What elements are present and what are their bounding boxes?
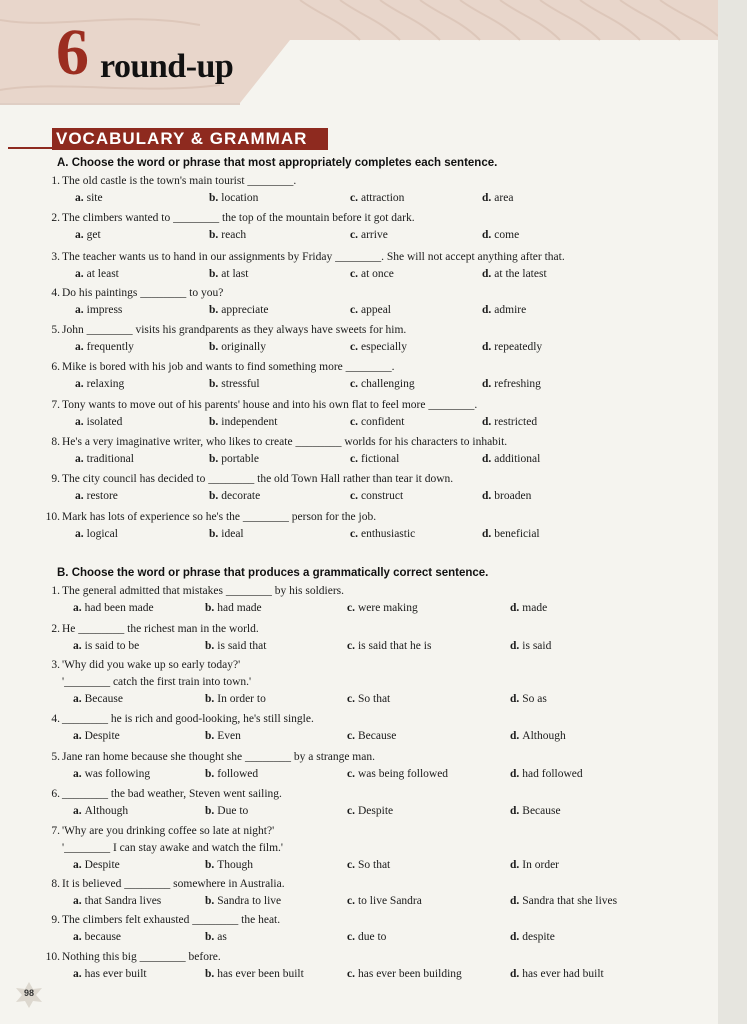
option-letter: a. [75,304,84,316]
option-text: So as [522,693,547,705]
option-letter: d. [482,416,492,428]
question-number: 4. [51,287,60,299]
option-text: decorate [221,490,261,502]
option-text: because [84,931,122,943]
option-b[interactable] [205,967,304,981]
option-text: was being followed [357,768,449,780]
option-text: additional [494,453,541,465]
option-text: portable [221,453,259,465]
option-text: confident [360,416,405,428]
option-letter: a. [75,378,84,390]
option-text: was following [84,768,151,780]
question-text: 'Why did you wake up so early today?' [62,659,241,671]
option-a[interactable] [75,527,118,541]
option-letter: b. [209,341,219,353]
option-letter: c. [347,968,355,980]
option-letter: c. [350,490,358,502]
question-number: 7. [51,399,60,411]
option-a[interactable] [75,303,122,317]
question-number: 3. [51,251,60,263]
option-text: Due to [217,805,249,817]
option-text: Sandra that she lives [522,895,618,907]
option-letter: b. [209,453,219,465]
question-text: 'Why are you drinking coffee so late at night?' [62,825,275,837]
option-letter: d. [482,304,492,316]
option-letter: d. [482,341,492,353]
section-title: VOCABULARY & GRAMMAR [56,129,308,148]
option-a[interactable] [73,767,150,781]
option-letter: b. [209,528,219,540]
option-letter: c. [350,268,358,280]
option-letter: a. [75,229,84,241]
question-text: The city council has decided to ________ the old Town Hall rather than tear it down. [62,473,454,485]
option-text: In order to [217,693,266,705]
option-c[interactable] [347,930,386,944]
option-text: Despite [84,730,120,742]
option-letter: b. [209,268,219,280]
option-letter: c. [347,859,355,871]
option-letter: d. [482,490,492,502]
option-a[interactable] [73,804,128,818]
question-number: 1. [51,175,60,187]
option-text: Because [84,693,123,705]
option-text: originally [221,341,266,353]
option-letter: b. [209,304,219,316]
option-letter: a. [73,602,82,614]
option-text: In order [522,859,559,871]
question-text: Do his paintings ________ to you? [62,287,224,299]
option-letter: a. [73,859,82,871]
option-c[interactable] [347,804,393,818]
option-text: stressful [221,378,260,390]
option-text: to live Sandra [357,895,422,907]
option-text: at once [360,268,394,280]
option-letter: a. [75,416,84,428]
option-a[interactable] [75,489,118,503]
option-text: followed [217,768,259,780]
option-letter: b. [205,859,215,871]
option-letter: a. [75,490,84,502]
option-text: refreshing [494,378,541,390]
option-text: Although [522,730,566,742]
option-text: is said [522,640,552,652]
question-text: The general admitted that mistakes ________ by his soldiers. [62,585,345,597]
option-letter: a. [73,805,82,817]
option-text: Because [357,730,397,742]
option-letter: b. [209,229,219,241]
option-letter: d. [482,528,492,540]
option-d[interactable] [482,415,537,429]
option-letter: d. [510,931,520,943]
page-number-badge [14,982,44,1008]
option-letter: b. [205,805,215,817]
question-number: 3. [51,659,60,671]
unit-number: 6 [56,16,89,89]
question-number: 10. [45,951,60,963]
option-c[interactable] [347,692,390,706]
option-d[interactable] [510,729,566,743]
question-text: The climbers wanted to ________ the top of the mountain before it got dark. [62,212,415,224]
option-a[interactable] [75,340,134,354]
option-letter: b. [205,640,215,652]
option-text: had made [217,602,262,614]
option-text: has ever been built [217,968,304,980]
option-letter: a. [73,895,82,907]
option-text: frequently [86,341,134,353]
option-b[interactable] [209,527,244,541]
option-d[interactable] [482,527,540,541]
option-text: logical [86,528,118,540]
question-number: 5. [51,324,60,336]
option-letter: c. [350,304,358,316]
option-letter: d. [510,730,520,742]
option-d[interactable] [482,228,519,242]
option-a[interactable] [73,639,139,653]
option-b[interactable] [205,692,266,706]
option-text: is said to be [84,640,140,652]
question-number: 5. [51,751,60,763]
option-c[interactable] [347,894,422,908]
option-text: has ever been building [357,968,462,980]
question-number: 1. [51,585,60,597]
option-letter: c. [350,453,358,465]
question-text: The climbers felt exhausted ________ the heat. [62,914,281,926]
option-text: Despite [357,805,394,817]
option-letter: a. [75,268,84,280]
option-letter: b. [205,602,215,614]
option-letter: b. [205,931,215,943]
option-letter: c. [350,192,358,204]
option-letter: d. [510,805,520,817]
option-b[interactable] [209,340,266,354]
option-text: repeatedly [494,341,543,353]
option-letter: d. [482,192,492,204]
option-a[interactable] [73,601,154,615]
option-text: come [494,229,520,241]
option-b[interactable] [205,729,241,743]
option-b[interactable] [209,303,269,317]
option-letter: d. [510,693,520,705]
option-c[interactable] [350,489,403,503]
part-a-heading: A. Choose the word or phrase that most appropriately completes each sentence. [57,157,498,169]
option-letter: c. [347,768,355,780]
option-c[interactable] [350,340,407,354]
option-a[interactable] [73,729,120,743]
option-b[interactable] [209,191,258,205]
option-text: has ever built [84,968,147,980]
question-text: Mike is bored with his job and wants to find something more ________. [62,361,395,373]
unit-title: round-up [100,48,234,85]
option-letter: a. [73,640,82,652]
option-c[interactable] [350,267,394,281]
question-text: ________ the bad weather, Steven went sailing. [62,788,282,800]
option-letter: a. [73,768,82,780]
option-c[interactable] [350,415,404,429]
option-letter: d. [482,268,492,280]
page-number: 98 [23,988,34,998]
option-a[interactable] [73,930,121,944]
option-c[interactable] [347,767,448,781]
option-c[interactable] [350,527,415,541]
option-c[interactable] [347,858,390,872]
option-letter: c. [347,895,355,907]
option-text: construct [360,490,404,502]
option-text: independent [221,416,278,428]
part-b-heading: B. Choose the word or phrase that produces a grammatically correct sentence. [57,567,489,579]
question-text: John ________ visits his grandparents as they always have sweets for him. [62,324,407,336]
option-text: Although [84,805,129,817]
option-b[interactable] [205,930,227,944]
option-a[interactable] [73,692,123,706]
option-text: Despite [84,859,120,871]
option-a[interactable] [73,967,147,981]
question-number: 4. [51,713,60,725]
option-letter: b. [205,693,215,705]
option-text: Though [217,859,254,871]
option-d[interactable] [510,639,551,653]
question-number: 9. [51,914,60,926]
option-letter: a. [75,192,84,204]
option-a[interactable] [75,228,101,242]
option-text: as [217,931,227,943]
option-letter: a. [73,693,82,705]
option-text: Even [217,730,241,742]
option-a[interactable] [75,377,124,391]
page-edge [718,0,747,1024]
option-a[interactable] [75,415,122,429]
option-b[interactable] [209,489,260,503]
option-a[interactable] [75,267,119,281]
question-number: 8. [51,878,60,890]
option-text: has ever had built [522,968,604,980]
option-d[interactable] [510,767,583,781]
option-a[interactable] [73,858,120,872]
option-text: area [494,192,514,204]
option-letter: a. [73,968,82,980]
option-d[interactable] [482,489,531,503]
option-letter: a. [75,453,84,465]
option-letter: c. [347,602,355,614]
option-text: that Sandra lives [84,895,162,907]
option-text: appreciate [221,304,269,316]
option-b[interactable] [205,894,281,908]
option-text: ideal [221,528,244,540]
option-letter: d. [510,768,520,780]
option-b[interactable] [205,639,266,653]
option-letter: d. [482,229,492,241]
option-b[interactable] [209,228,246,242]
option-text: So that [357,693,391,705]
option-c[interactable] [347,729,396,743]
question-number: 10. [45,511,60,523]
option-b[interactable] [209,452,259,466]
option-letter: d. [510,602,520,614]
option-d[interactable] [510,894,617,908]
option-d[interactable] [510,601,547,615]
option-b[interactable] [205,804,248,818]
option-d[interactable] [482,267,547,281]
option-text: were making [357,602,418,614]
option-b[interactable] [209,415,277,429]
option-a[interactable] [75,452,134,466]
option-text: beneficial [494,528,540,540]
option-letter: b. [205,768,215,780]
option-c[interactable] [347,601,418,615]
option-text: appeal [360,304,391,316]
option-text: challenging [360,378,415,390]
option-d[interactable] [510,804,561,818]
option-text: at least [86,268,119,280]
option-text: impress [86,304,123,316]
option-letter: d. [510,895,520,907]
option-d[interactable] [510,858,559,872]
option-c[interactable] [350,452,399,466]
option-text: fictional [360,453,400,465]
option-c[interactable] [350,228,388,242]
option-text: So that [357,859,391,871]
option-letter: d. [510,859,520,871]
option-text: made [522,602,548,614]
option-text: restricted [494,416,538,428]
option-letter: d. [510,640,520,652]
question-number: 6. [51,361,60,373]
option-d[interactable] [482,191,513,205]
option-text: is said that he is [357,640,432,652]
question-text: Nothing this big ________ before. [62,951,221,963]
option-text: at the latest [494,268,547,280]
option-text: despite [522,931,555,943]
option-letter: c. [347,693,355,705]
option-letter: a. [73,730,82,742]
option-text: restore [86,490,118,502]
option-text: enthusiastic [360,528,416,540]
option-text: admire [494,304,527,316]
option-letter: d. [482,453,492,465]
question-text: Tony wants to move out of his parents' house and into his own flat to feel more ________. [62,399,478,411]
question-number: 6. [51,788,60,800]
option-letter: c. [350,229,358,241]
option-letter: c. [347,931,355,943]
option-letter: c. [350,528,358,540]
option-letter: a. [75,341,84,353]
option-letter: b. [205,730,215,742]
option-text: due to [357,931,387,943]
option-letter: b. [205,895,215,907]
option-letter: b. [209,192,219,204]
option-d[interactable] [482,303,526,317]
option-letter: b. [209,416,219,428]
question-text: It is believed ________ somewhere in Australia. [62,878,285,890]
question-text: The teacher wants us to hand in our assignments by Friday ________. She will not accept anything after that. [62,251,565,263]
question-text: '________ catch the first train into town.' [62,676,252,688]
option-d[interactable] [482,340,542,354]
option-text: at last [221,268,249,280]
option-c[interactable] [350,191,404,205]
option-text: had been made [84,602,154,614]
option-letter: c. [347,805,355,817]
option-c[interactable] [350,303,391,317]
option-d[interactable] [510,967,604,981]
question-text: Mark has lots of experience so he's the ________ person for the job. [62,511,377,523]
option-letter: d. [482,378,492,390]
option-letter: b. [209,490,219,502]
option-text: especially [360,341,407,353]
option-c[interactable] [347,967,462,981]
option-a[interactable] [73,894,161,908]
option-d[interactable] [482,377,541,391]
option-b[interactable] [205,858,253,872]
question-text: The old castle is the town's main tourist ________. [62,175,297,187]
option-text: traditional [86,453,134,465]
option-d[interactable] [510,692,547,706]
option-letter: c. [350,341,358,353]
question-text: Jane ran home because she thought she ________ by a strange man. [62,751,375,763]
option-letter: b. [205,968,215,980]
question-number: 2. [51,212,60,224]
option-text: isolated [86,416,123,428]
option-text: had followed [522,768,583,780]
option-letter: c. [347,730,355,742]
option-text: location [221,192,259,204]
option-text: Sandra to live [217,895,282,907]
option-text: broaden [494,490,532,502]
option-letter: c. [350,416,358,428]
option-text: arrive [360,229,388,241]
option-text: reach [221,229,247,241]
option-letter: c. [347,640,355,652]
question-text: He's a very imaginative writer, who likes to create ________ worlds for his characters to inhabit. [62,436,508,448]
option-b[interactable] [209,377,260,391]
option-letter: c. [350,378,358,390]
option-text: relaxing [86,378,125,390]
option-d[interactable] [510,930,555,944]
option-letter: a. [73,931,82,943]
option-d[interactable] [482,452,540,466]
option-letter: b. [209,378,219,390]
option-text: attraction [360,192,405,204]
option-text: site [86,192,103,204]
option-text: get [86,229,101,241]
question-number: 8. [51,436,60,448]
question-number: 7. [51,825,60,837]
option-b[interactable] [205,601,262,615]
question-text: He ________ the richest man in the world. [62,623,259,635]
question-number: 9. [51,473,60,485]
question-number: 2. [51,623,60,635]
option-b[interactable] [205,767,258,781]
option-letter: d. [510,968,520,980]
question-text: '________ I can stay awake and watch the film.' [62,842,283,854]
option-c[interactable] [350,377,415,391]
option-c[interactable] [347,639,431,653]
option-text: Because [522,805,561,817]
option-text: is said that [217,640,267,652]
option-letter: a. [75,528,84,540]
option-a[interactable] [75,191,103,205]
option-b[interactable] [209,267,248,281]
question-text: ________ he is rich and good-looking, he's still single. [62,713,314,725]
